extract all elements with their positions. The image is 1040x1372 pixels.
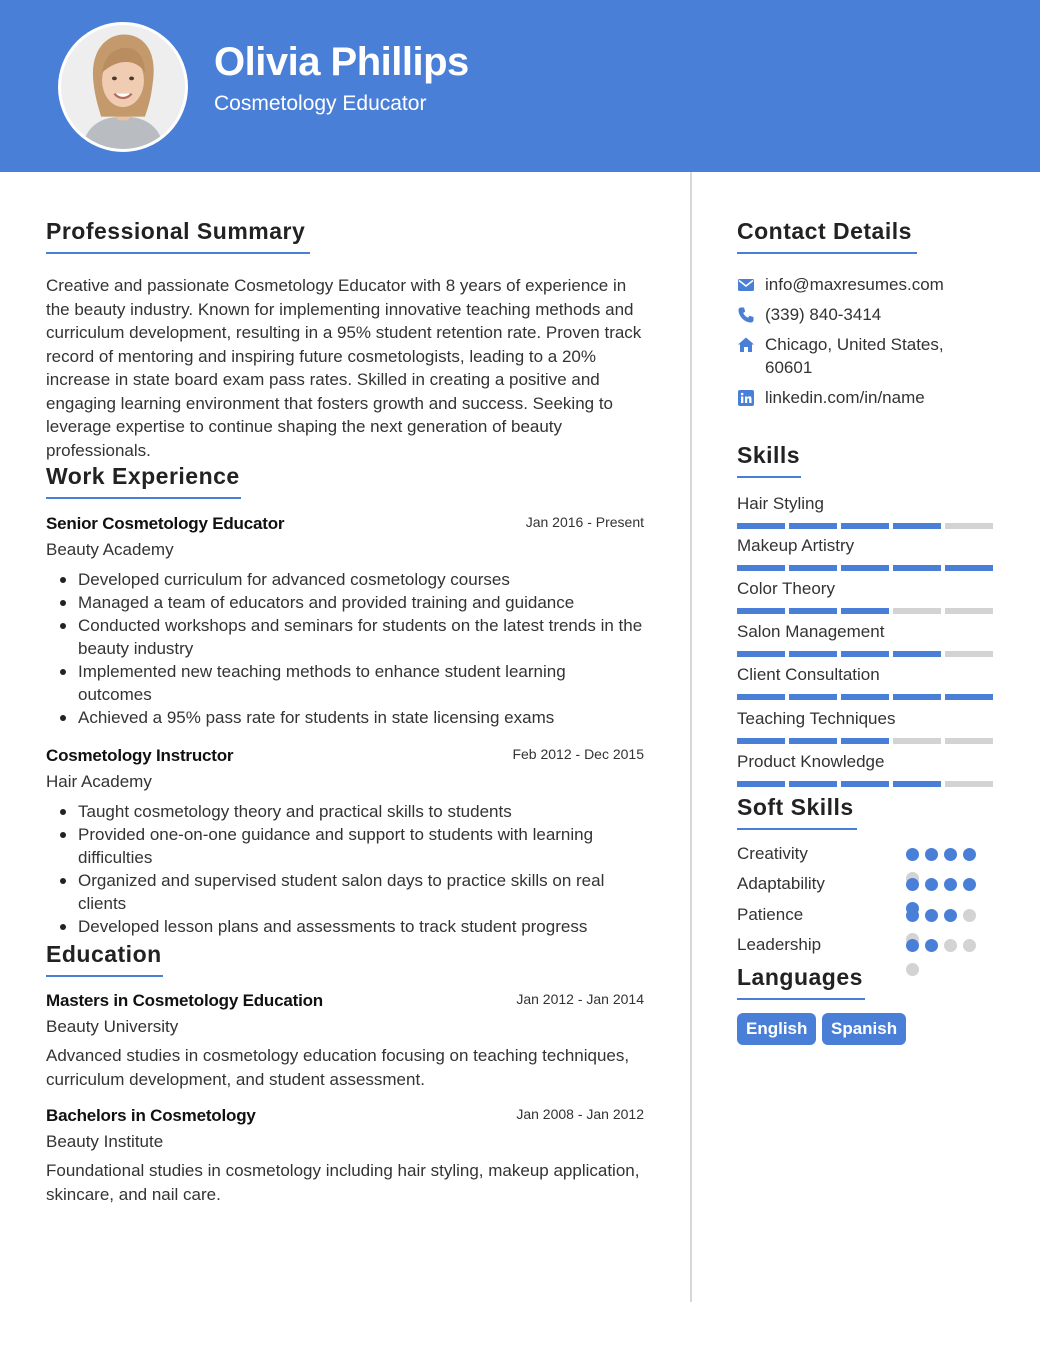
soft-skill-dot (925, 878, 938, 891)
education-entry (46, 991, 644, 1091)
skill-rating-segment (945, 565, 993, 571)
skill-rating-segment (945, 738, 993, 744)
skill-item (737, 664, 993, 700)
job-role: Senior Cosmetology Educator (46, 514, 285, 533)
job-bullet: Organized and supervised student salon days to practice skills on real clients (46, 869, 644, 915)
skill-rating-bar (737, 608, 993, 614)
skill-rating-segment (737, 565, 785, 571)
skill-rating-segment (789, 523, 837, 529)
soft-skill-dot (944, 939, 957, 952)
profile-photo-illustration (61, 25, 185, 149)
soft-skill-item (737, 933, 993, 957)
skill-rating-segment (841, 651, 889, 657)
job-company: Hair Academy (46, 772, 152, 791)
skill-item (737, 751, 993, 787)
candidate-name: Olivia Phillips (214, 40, 469, 84)
skill-rating-segment (893, 694, 941, 700)
soft-skill-dot (925, 909, 938, 922)
contact-linkedin[interactable] (737, 386, 997, 409)
skill-rating-segment (737, 523, 785, 529)
soft-skill-dot (944, 909, 957, 922)
degree-title: Bachelors in Cosmetology (46, 1106, 256, 1125)
contact-location (737, 333, 977, 379)
skill-rating-bar (737, 651, 993, 657)
skill-rating-segment (841, 565, 889, 571)
education-dates: Jan 2012 - Jan 2014 (516, 991, 644, 1007)
job-bullet: Developed curriculum for advanced cosmetology courses (46, 568, 644, 591)
soft-skill-item (737, 903, 993, 927)
skill-name: Makeup Artistry (737, 536, 855, 555)
skill-rating-segment (893, 738, 941, 744)
skill-name: Hair Styling (737, 494, 824, 513)
skill-rating-segment (789, 651, 837, 657)
education-description: Foundational studies in cosmetology including hair styling, makeup application, skincare, and nail care. (46, 1161, 640, 1204)
contact-linkedin-text: linkedin.com/in/name (765, 388, 925, 407)
job-bullet: Managed a team of educators and provided training and guidance (46, 591, 644, 614)
skill-name: Teaching Techniques (737, 709, 896, 728)
job-company: Beauty Academy (46, 540, 174, 559)
skill-rating-bar (737, 523, 993, 529)
soft-skill-dot (906, 963, 919, 976)
job-bullet: Achieved a 95% pass rate for students in state licensing exams (46, 706, 644, 729)
job-bullets (46, 568, 644, 729)
skill-rating-segment (737, 608, 785, 614)
skill-rating-segment (841, 694, 889, 700)
soft-skill-dot (963, 848, 976, 861)
skill-rating-segment (893, 651, 941, 657)
skill-rating-segment (789, 781, 837, 787)
soft-skill-dot (906, 939, 919, 952)
work-heading: Work Experience (46, 463, 241, 499)
skill-rating-segment (945, 651, 993, 657)
job-entry (46, 746, 644, 938)
education-dates: Jan 2008 - Jan 2012 (516, 1106, 644, 1122)
skill-item (737, 621, 993, 657)
soft-skill-dot (963, 939, 976, 952)
soft-skills-heading: Soft Skills (737, 794, 857, 830)
skill-rating-segment (737, 738, 785, 744)
skill-rating-bar (737, 565, 993, 571)
job-bullet: Taught cosmetology theory and practical skills to students (46, 800, 644, 823)
skills-heading: Skills (737, 442, 801, 478)
soft-skill-item (737, 842, 993, 866)
linkedin-icon (737, 389, 755, 407)
skill-name: Product Knowledge (737, 752, 885, 771)
skill-item (737, 493, 993, 529)
skill-rating-segment (789, 738, 837, 744)
job-entry (46, 514, 644, 729)
skill-rating-bar (737, 738, 993, 744)
skill-name: Client Consultation (737, 665, 880, 684)
language-badge: English (737, 1013, 816, 1045)
skill-rating-segment (893, 565, 941, 571)
soft-skill-dot (963, 909, 976, 922)
degree-title: Masters in Cosmetology Education (46, 991, 323, 1010)
skill-item (737, 708, 993, 744)
soft-skill-item (737, 872, 993, 896)
skill-rating-segment (893, 608, 941, 614)
contact-location-text: Chicago, United States, 60601 (765, 335, 944, 377)
resume-header (0, 0, 1040, 172)
job-dates: Jan 2016 - Present (525, 514, 644, 530)
soft-skill-name: Adaptability (737, 874, 825, 893)
skill-rating-segment (789, 608, 837, 614)
profile-photo (58, 22, 188, 152)
contact-email[interactable] (737, 273, 997, 296)
skill-rating-segment (841, 523, 889, 529)
skill-rating-segment (737, 694, 785, 700)
contact-phone[interactable] (737, 303, 997, 326)
summary-heading: Professional Summary (46, 218, 310, 254)
skill-rating-segment (841, 738, 889, 744)
job-bullet: Conducted workshops and seminars for students on the latest trends in the beauty industry (46, 614, 644, 660)
contact-email-text: info@maxresumes.com (765, 275, 944, 294)
column-divider (690, 172, 692, 1302)
soft-skill-dot (925, 848, 938, 861)
skill-rating-bar (737, 781, 993, 787)
soft-skill-dot (944, 848, 957, 861)
skill-item (737, 535, 993, 571)
skill-item (737, 578, 993, 614)
soft-skill-dot (963, 878, 976, 891)
summary-text: Creative and passionate Cosmetology Educator with 8 years of experience in the beauty industry. Known for implementing innovative teaching methods and curriculum development, resulting in a 95% student retention rate. Proven track record of mentoring and inspiring future cosmetologists, leading to a 20% increase in state board exam pass rates. Skilled in creating a positive and engaging learning environment that fosters growth and success. Seeking to leverage expertise to continue shaping the next generation of beauty professionals. (46, 276, 642, 460)
soft-skill-dot (925, 939, 938, 952)
skill-rating-segment (945, 608, 993, 614)
skill-rating-segment (737, 781, 785, 787)
skill-rating-segment (841, 781, 889, 787)
job-bullet: Implemented new teaching methods to enhance student learning outcomes (46, 660, 644, 706)
skill-rating-segment (789, 565, 837, 571)
home-icon (737, 336, 755, 354)
job-bullet: Provided one-on-one guidance and support to students with learning difficulties (46, 823, 644, 869)
languages-heading: Languages (737, 964, 865, 1000)
school-name: Beauty University (46, 1017, 179, 1036)
contact-phone-text: (339) 840-3414 (765, 305, 882, 324)
skill-rating-segment (945, 694, 993, 700)
skill-rating-segment (737, 651, 785, 657)
job-dates: Feb 2012 - Dec 2015 (512, 746, 644, 762)
skill-rating-segment (945, 523, 993, 529)
envelope-icon (737, 276, 755, 294)
education-description: Advanced studies in cosmetology education focusing on teaching techniques, curriculum development, and student assessment. (46, 1046, 630, 1089)
candidate-title: Cosmetology Educator (214, 92, 427, 115)
skill-rating-segment (945, 781, 993, 787)
job-role: Cosmetology Instructor (46, 746, 234, 765)
skill-rating-bar (737, 694, 993, 700)
soft-skill-name: Leadership (737, 935, 822, 954)
contact-heading: Contact Details (737, 218, 917, 254)
phone-icon (737, 306, 755, 324)
soft-skill-dot (906, 909, 919, 922)
education-entry (46, 1106, 644, 1206)
school-name: Beauty Institute (46, 1132, 164, 1151)
skill-rating-segment (893, 523, 941, 529)
skill-rating-segment (789, 694, 837, 700)
soft-skill-name: Creativity (737, 844, 808, 863)
skill-rating-segment (893, 781, 941, 787)
language-badge: Spanish (822, 1013, 906, 1045)
soft-skill-dot (944, 878, 957, 891)
skill-rating-segment (841, 608, 889, 614)
job-bullet: Developed lesson plans and assessments to track student progress (46, 915, 644, 938)
skill-name: Color Theory (737, 579, 835, 598)
soft-skill-name: Patience (737, 905, 804, 924)
skill-name: Salon Management (737, 622, 885, 641)
soft-skill-dot (906, 878, 919, 891)
job-bullets (46, 800, 644, 938)
soft-skill-dot (906, 848, 919, 861)
education-heading: Education (46, 941, 163, 977)
